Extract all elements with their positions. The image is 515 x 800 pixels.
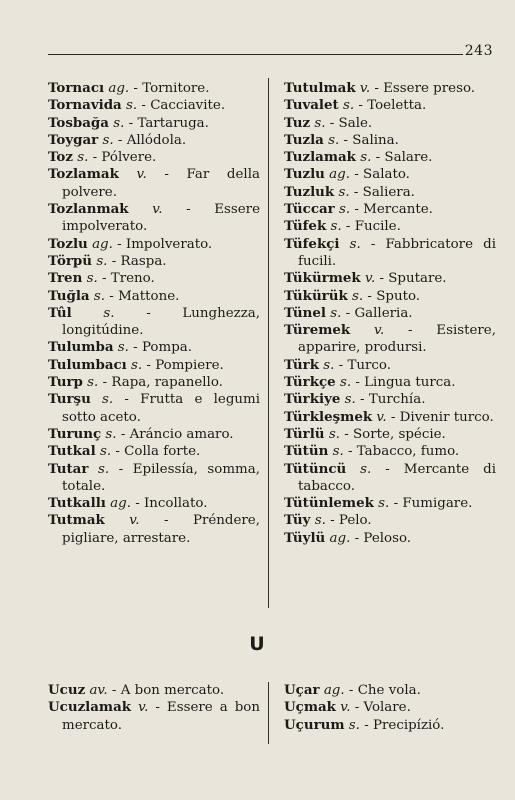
entry-grammar: ag. [323, 683, 345, 698]
entry-headword: Uçurum [284, 716, 345, 733]
entry-headword: Tükürük [284, 287, 348, 304]
entry-definition: Divenir turco. [399, 409, 494, 425]
entry-grammar: s. [86, 271, 98, 287]
entry-grammar: s. [314, 513, 326, 529]
entry-grammar: s. [328, 132, 340, 148]
entry-definition: Treno. [110, 271, 155, 287]
dictionary-entry: Tutkal s. - Colla forte. [48, 443, 201, 460]
entry-grammar: v. [152, 202, 163, 218]
dictionary-entry: Tozlu ag. - Impolverato. [48, 235, 213, 252]
dictionary-entry: Tren s. - Treno. [48, 270, 155, 287]
dictionary-entry: Tutulmak v. - Essere preso. [284, 80, 476, 96]
entry-headword: Tütüncü [284, 460, 347, 477]
dictionary-entry: Tornavida s. - Cacciavite. [48, 97, 226, 114]
dictionary-entry: Turşu s. - Frutta e legumi sotto aceto. [48, 391, 260, 425]
dictionary-entry: Tozlamak v. - Far della polvere. [48, 166, 260, 200]
entry-definition: Salina. [352, 132, 399, 148]
entry-grammar: s. [323, 357, 335, 373]
dictionary-entry: Tûl s. - Lunghezza, longitúdine. [48, 304, 260, 339]
entry-definition: Frutta e legumi sotto aceto. [62, 392, 260, 425]
dictionary-entry: Türkleşmek v. - Divenir turco. [284, 408, 494, 425]
dictionary-entry: Tosbağa s. - Tartaruga. [48, 114, 209, 131]
dictionary-entry: Tozlanmak v. - Essere impolverato. [48, 201, 260, 235]
section-letter: U [249, 633, 266, 655]
column-left [48, 80, 260, 547]
column-divider-u [268, 682, 269, 744]
entry-headword: Tuzlu [284, 166, 325, 183]
entry-headword: Tuzluk [284, 183, 335, 200]
entry-definition: Esistere, apparire, prodursi. [298, 323, 496, 356]
entry-headword: Tutar [48, 460, 89, 477]
dictionary-entry: Ucuzlamak v. - Essere a bon mercato. [48, 699, 260, 733]
entry-definition: Pompa. [141, 340, 193, 356]
entry-grammar: v. [359, 81, 371, 96]
entry-definition: Toeletta. [367, 98, 427, 114]
entry-grammar: s. [328, 426, 340, 442]
entry-grammar: s. [348, 717, 360, 733]
dictionary-entry: Tulumbacı s. - Pompiere. [48, 356, 224, 373]
entry-definition: Pelo. [338, 513, 372, 529]
dictionary-entry: Tutkallı ag. - Incollato. [48, 495, 208, 512]
entry-definition: Che vola. [357, 683, 421, 698]
entry-grammar: v. [340, 700, 351, 716]
entry-definition: Pólvere. [101, 150, 157, 166]
entry-grammar: v. [374, 323, 385, 339]
entry-grammar: s. [360, 150, 372, 166]
entry-grammar: s. [102, 392, 114, 408]
column-right-u [284, 682, 496, 734]
dictionary-entry: Ucuz av. - A bon mercato. [48, 682, 225, 698]
entry-grammar: ag. [110, 496, 131, 512]
entry-definition: Essere preso. [383, 81, 476, 96]
dictionary-entry: Tükürmek v. - Sputare. [284, 270, 447, 287]
entry-grammar: s. [338, 184, 350, 200]
dictionary-entry: Tuzlamak s. - Salare. [284, 149, 433, 166]
entry-definition: Saliera. [362, 184, 415, 200]
entry-headword: Turşu [48, 391, 91, 408]
entry-headword: Tuz [284, 114, 311, 131]
dictionary-entry: Uçar ag. - Che vola. [284, 682, 421, 698]
header-rule [48, 54, 463, 55]
entry-definition: Allódola. [126, 132, 187, 148]
entry-grammar: s. [87, 375, 99, 391]
entry-headword: Tutkallı [48, 495, 106, 512]
entry-definition: Fumigare. [402, 496, 473, 512]
entry-grammar: s. [117, 340, 129, 356]
entry-definition: Impolverato. [125, 236, 213, 252]
entry-definition: Aráncio amaro. [129, 426, 234, 442]
entry-grammar: av. [89, 683, 108, 698]
entry-headword: Ucuz [48, 682, 86, 698]
dictionary-entry: Tutar s. - Epilessía, somma, totale. [48, 460, 260, 494]
dictionary-entry: Törpü s. - Raspa. [48, 252, 167, 269]
entry-headword: Türemek [284, 322, 351, 339]
entry-definition: Galleria. [354, 305, 413, 321]
entry-definition: Pompiere. [155, 357, 224, 373]
entry-definition: Sale. [338, 115, 373, 131]
entry-grammar: s. [343, 98, 355, 114]
entry-grammar: ag. [329, 167, 350, 183]
entry-grammar: ag. [108, 81, 130, 96]
entry-definition: Lingua turca. [364, 375, 456, 391]
entry-grammar: s. [378, 496, 390, 512]
dictionary-entry: Türemek v. - Esistere, apparire, prodursi. [284, 322, 496, 356]
entry-definition: Essere impolverato. [62, 202, 260, 235]
entry-headword: Türk [284, 356, 319, 373]
entry-headword: Tozlamak [48, 166, 119, 183]
entry-definition: Mercante. [363, 202, 433, 218]
entry-headword: Tutkal [48, 443, 96, 460]
dictionary-entry: Tüylü ag. - Peloso. [284, 529, 412, 546]
entry-grammar: s. [360, 461, 372, 477]
entry-grammar: s. [113, 115, 125, 131]
entry-headword: Tulumba [48, 339, 114, 356]
entry-headword: Tosbağa [48, 114, 109, 131]
entry-grammar: v. [138, 700, 149, 716]
dictionary-entry: Uçmak v. - Volare. [284, 699, 411, 716]
entry-definition: Mercante di tabacco. [298, 461, 496, 494]
entry-definition: Far della polvere. [62, 167, 260, 200]
entry-headword: Türkçe [284, 374, 336, 391]
entry-definition: Préndere, pigliare, arrestare. [62, 513, 260, 546]
entry-definition: Essere a bon mercato. [62, 700, 260, 733]
entry-definition: Cacciavite. [150, 98, 226, 114]
dictionary-entry: Turp s. - Rapa, rapanello. [48, 374, 223, 391]
entry-headword: Tren [48, 270, 83, 287]
entry-definition: Mattone. [118, 288, 180, 304]
entry-definition: Sputare. [388, 271, 447, 287]
entry-headword: Tuğla [48, 287, 90, 304]
entry-definition: Volare. [363, 700, 411, 716]
entry-headword: Tütünlemek [284, 495, 374, 512]
entry-headword: Tüfekçi [284, 235, 340, 252]
entry-definition: Tartaruga. [137, 115, 209, 131]
entry-definition: Tornitore. [142, 81, 210, 96]
column-right [284, 80, 496, 547]
dictionary-entry: Turunç s. - Aráncio amaro. [48, 425, 234, 442]
entry-definition: Sorte, spécie. [353, 426, 446, 442]
entry-headword: Tulumbacı [48, 356, 127, 373]
entry-headword: Tuzlamak [284, 149, 356, 166]
entry-grammar: s. [349, 236, 361, 252]
entry-headword: Tozlanmak [48, 201, 129, 218]
dictionary-entry: Tuzla s. - Salina. [284, 131, 399, 148]
entry-grammar: s. [99, 444, 112, 460]
entry-headword: Türkleşmek [284, 408, 373, 425]
entry-headword: Tozlu [48, 235, 88, 252]
dictionary-entry: Tükürük s. - Sputo. [284, 287, 421, 304]
entry-grammar: s. [96, 253, 108, 269]
entry-headword: Tutulmak [284, 80, 356, 96]
entry-grammar: s. [314, 115, 326, 131]
entry-headword: Türlü [284, 425, 325, 442]
entry-headword: Törpü [48, 252, 93, 269]
entry-grammar: s. [77, 150, 89, 166]
entry-grammar: s. [102, 132, 114, 148]
entry-grammar: s. [105, 426, 117, 442]
entry-headword: Toygar [48, 131, 99, 148]
entry-headword: Tornavida [48, 97, 122, 114]
dictionary-entry: Tuzluk s. - Saliera. [284, 183, 415, 200]
entry-definition: Rapa, rapanello. [111, 375, 223, 391]
dictionary-entry: Tüccar s. - Mercante. [284, 201, 433, 218]
entry-definition: Lunghezza, longitúdine. [62, 305, 260, 339]
entry-headword: Uçar [284, 682, 320, 698]
entry-grammar: s. [352, 288, 364, 304]
entry-headword: Tüy [284, 512, 311, 529]
entry-headword: Tükürmek [284, 270, 361, 287]
entry-headword: Ucuzlamak [48, 699, 132, 716]
dictionary-entry: Tüfek s. - Fucile. [284, 218, 401, 235]
entry-definition: Colla forte. [124, 444, 201, 460]
entry-headword: Uçmak [284, 699, 336, 716]
entry-grammar: s. [330, 219, 342, 235]
dictionary-entry: Tütüncü s. - Mercante di tabacco. [284, 460, 496, 494]
entry-headword: Turp [48, 374, 83, 391]
entry-headword: Toz [48, 149, 73, 166]
dictionary-entry: Tulumba s. - Pompa. [48, 339, 193, 356]
column-left-u [48, 682, 260, 734]
entry-definition: Salato. [363, 167, 410, 183]
entry-grammar: v. [136, 167, 147, 183]
dictionary-entry: Toz s. - Pólvere. [48, 149, 157, 166]
entry-grammar: s. [126, 98, 138, 114]
entry-grammar: s. [93, 288, 106, 304]
entry-definition: A bon mercato. [120, 683, 225, 698]
dictionary-entry: Türk s. - Turco. [284, 356, 391, 373]
entry-grammar: v. [364, 271, 376, 287]
page-number: 243 [464, 43, 493, 59]
dictionary-entry: Tütün s. - Tabacco, fumo. [284, 443, 460, 460]
entry-headword: Tuvalet [284, 97, 339, 114]
dictionary-entry: Tuvalet s. - Toeletta. [284, 97, 427, 114]
column-divider [268, 78, 269, 608]
dictionary-entry: Uçurum s. - Precipízió. [284, 716, 445, 733]
dictionary-entry: Tutmak v. - Préndere, pigliare, arrestare. [48, 512, 260, 546]
dictionary-entry: Tünel s. - Galleria. [284, 304, 413, 321]
entry-definition: Incollato. [144, 496, 208, 512]
entry-grammar: s. [330, 305, 342, 321]
entry-definition: Tabacco, fumo. [356, 444, 460, 460]
entry-definition: Epilessía, somma, totale. [62, 461, 260, 494]
entry-grammar: s. [339, 375, 352, 391]
dictionary-entry: Tuzlu ag. - Salato. [284, 166, 410, 183]
dictionary-entry: Tüy s. - Pelo. [284, 512, 372, 529]
entry-definition: Precipízió. [372, 717, 445, 733]
dictionary-entry: Tüfekçi s. - Fabbricatore di fucili. [284, 235, 496, 269]
entry-definition: Fucile. [354, 219, 401, 235]
entry-definition: Turco. [347, 357, 391, 373]
entry-grammar: s. [97, 461, 110, 477]
entry-definition: Salare. [384, 150, 433, 166]
entry-headword: Tüfek [284, 218, 327, 235]
entry-grammar: s. [338, 202, 351, 218]
dictionary-entry: Türlü s. - Sorte, spécie. [284, 425, 446, 442]
entry-grammar: s. [131, 357, 143, 373]
entry-definition: Fabbricatore di fucili. [298, 236, 496, 269]
entry-definition: Raspa. [120, 253, 167, 269]
entry-headword: Tûl [48, 304, 72, 321]
entry-grammar: ag. [92, 236, 113, 252]
dictionary-entry: Tuğla s. - Mattone. [48, 287, 180, 304]
entry-grammar: s. [103, 305, 115, 321]
entry-headword: Tuzla [284, 131, 324, 148]
entry-grammar: s. [332, 444, 344, 460]
entry-headword: Tüccar [284, 201, 335, 218]
entry-grammar: v. [129, 513, 140, 529]
entry-grammar: v. [376, 409, 387, 425]
dictionary-entry: Tütünlemek s. - Fumigare. [284, 495, 473, 512]
dictionary-entry: Tornacı ag. - Tornitore. [48, 80, 210, 96]
entry-headword: Tutmak [48, 512, 105, 529]
entry-headword: Türkiye [284, 391, 341, 408]
entry-headword: Turunç [48, 425, 102, 442]
entry-headword: Tünel [284, 304, 327, 321]
entry-grammar: ag. [329, 530, 351, 546]
entry-grammar: s. [344, 392, 356, 408]
entry-headword: Tütün [284, 443, 329, 460]
dictionary-entry: Türkçe s. - Lingua turca. [284, 374, 456, 391]
dictionary-entry: Tuz s. - Sale. [284, 114, 373, 131]
entry-definition: Turchía. [368, 392, 426, 408]
entry-definition: Peloso. [363, 530, 412, 546]
entry-definition: Sputo. [376, 288, 421, 304]
dictionary-entry: Toygar s. - Allódola. [48, 131, 187, 148]
entry-headword: Tüylü [284, 529, 326, 546]
dictionary-entry: Türkiye s. - Turchía. [284, 391, 426, 408]
entry-headword: Tornacı [48, 80, 105, 96]
